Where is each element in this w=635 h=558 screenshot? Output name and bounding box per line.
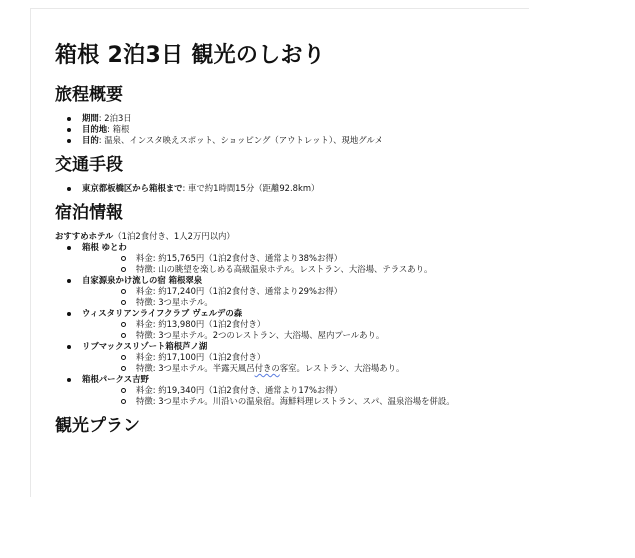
document-page [30, 8, 529, 497]
list-item [55, 113, 529, 124]
hotel-price: 料金: 約17,240円（1泊2食付き、通常より29%お得） [82, 286, 529, 297]
hotel-feature: 特徴: 3つ星ホテル。 [82, 297, 529, 308]
hotel-details [82, 319, 529, 341]
item-separator: : [98, 135, 105, 145]
hotel-feature [82, 363, 529, 374]
overview-heading: 旅程概要 [55, 85, 123, 105]
hotel-price: 料金: 約13,980円（1泊2食付き） [82, 319, 529, 330]
item-value: 箱根 [112, 124, 130, 134]
document-content [31, 9, 529, 437]
transport-list [55, 183, 529, 194]
feature-text: 特徴: 3つ星ホテル。半露天風呂 [136, 363, 255, 373]
item-label: 目的地 [82, 124, 108, 134]
hotel-name: 箱根 ゆとわ [82, 242, 127, 252]
hotel-item [55, 374, 529, 407]
overview-section [55, 84, 529, 146]
spellcheck-underline[interactable]: 付きの [254, 363, 280, 373]
lodging-section [55, 202, 529, 407]
feature-text: 客室。レストラン、大浴場あり。 [279, 363, 405, 373]
list-item [55, 124, 529, 135]
hotel-feature: 特徴: 山の眺望を楽しめる高級温泉ホテル。レストラン、大浴場、テラスあり。 [82, 264, 529, 275]
hotel-name: 自家源泉かけ流しの宿 箱根翠泉 [82, 275, 203, 285]
item-label: 期間 [82, 113, 99, 123]
sightseeing-section [55, 415, 529, 437]
lodging-heading: 宿泊情報 [55, 203, 123, 223]
hotel-item [55, 308, 529, 341]
hotel-intro [55, 231, 529, 242]
hotel-item [55, 341, 529, 374]
hotel-name: リブマックスリゾート箱根芦ノ湖 [82, 341, 208, 351]
hotel-details [82, 286, 529, 308]
item-separator: : [182, 183, 188, 193]
hotel-details [82, 253, 529, 275]
hotel-name: 箱根パークス吉野 [82, 374, 149, 384]
page-title: 箱根 2泊3日 観光のしおり [55, 43, 326, 68]
list-item [55, 183, 529, 194]
item-separator: : [98, 113, 105, 123]
overview-list [55, 113, 529, 146]
hotel-price: 料金: 約15,765円（1泊2食付き、通常より38%お得） [82, 253, 529, 264]
transport-section [55, 154, 529, 194]
item-value: 2泊3日 [104, 113, 132, 123]
item-value: 温泉、インスタ映えスポット、ショッピング（アウトレット）、現地グルメ [104, 135, 383, 145]
item-label: 東京都板橋区から箱根まで [82, 183, 183, 193]
list-item [55, 135, 529, 146]
hotel-item [55, 242, 529, 275]
hotel-intro-label: おすすめホテル [55, 231, 114, 241]
hotel-feature: 特徴: 3つ星ホテル。2つのレストラン、大浴場、屋内プールあり。 [82, 330, 529, 341]
item-value: 車で約1時間15分（距離92.8km） [187, 183, 320, 193]
transport-heading: 交通手段 [55, 155, 123, 175]
hotel-intro-text: （1泊2食付き、1人2万円以内） [113, 231, 235, 241]
hotel-price: 料金: 約17,100円（1泊2食付き） [82, 352, 529, 363]
hotel-details [82, 385, 529, 407]
hotel-list [55, 242, 529, 407]
hotel-item [55, 275, 529, 308]
item-separator: : [107, 124, 113, 134]
item-label: 目的 [82, 135, 99, 145]
hotel-details [82, 352, 529, 374]
hotel-feature: 特徴: 3つ星ホテル。川沿いの温泉宿。海鮮料理レストラン、スパ、温泉浴場を併設。 [82, 396, 529, 407]
sightseeing-heading: 観光プラン [55, 416, 140, 436]
hotel-name: ウィスタリアンライフクラブ ヴェルデの森 [82, 308, 243, 318]
hotel-price: 料金: 約19,340円（1泊2食付き、通常より17%お得） [82, 385, 529, 396]
